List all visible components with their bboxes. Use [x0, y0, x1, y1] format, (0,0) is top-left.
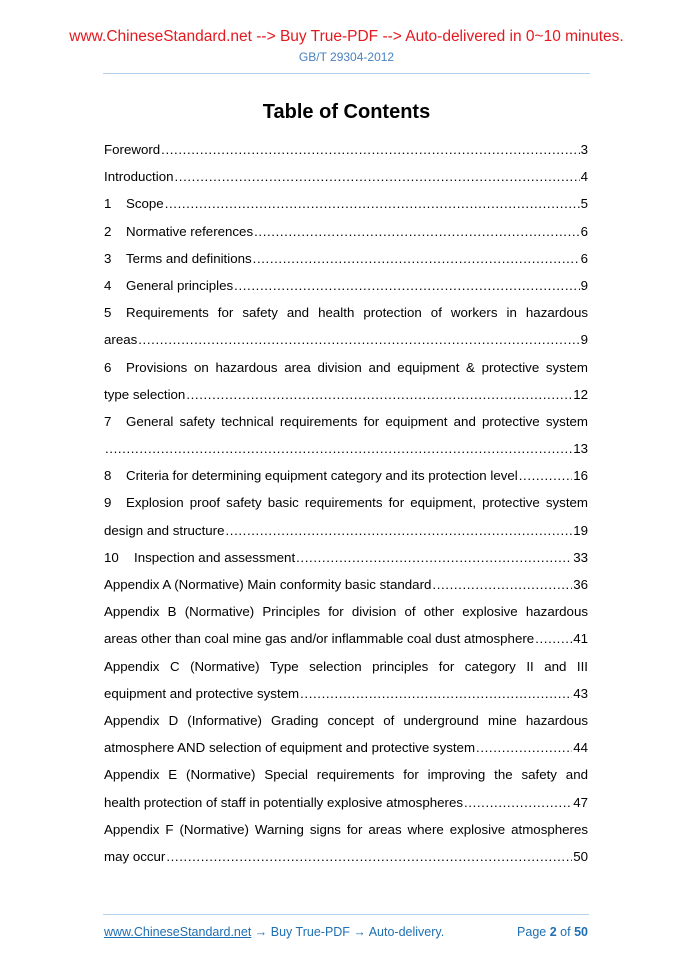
toc-entry-text: 9 Explosion proof safety basic requirements for equipment, protective system — [104, 489, 588, 516]
promo-banner[interactable]: www.ChineseStandard.net --> Buy True-PDF --> Auto-delivered in 0~10 minutes. — [69, 28, 624, 45]
toc-entry-text: 6 Provisions on hazardous area division and equipment & protective system — [104, 354, 588, 381]
toc-entry-text: Appendix D (Informative) Grading concept of underground mine hazardous — [104, 712, 588, 728]
toc-entry-line[interactable] — [104, 598, 588, 625]
toc-entry[interactable] — [104, 843, 588, 870]
toc-entry-title: atmosphere AND selection of equipment and protective system — [104, 740, 476, 756]
footer-divider — [103, 914, 589, 915]
leader-dots — [165, 190, 580, 217]
toc-entry-text: Appendix B (Normative) Principles for division of other explosive hazardous — [104, 604, 588, 620]
toc-page-number: 9 — [580, 277, 588, 293]
toc-entry-title: 8 Criteria for determining equipment category and its protection level — [104, 462, 518, 489]
toc-entry-title: 3 Terms and definitions — [104, 245, 252, 272]
toc-page-number: 50 — [573, 848, 588, 864]
toc-entry-title: areas other than coal mine gas and/or inflammable coal dust atmosphere — [104, 631, 535, 647]
page-indicator — [517, 925, 588, 939]
toc-page-number: 36 — [573, 577, 588, 592]
toc-entry-line[interactable] — [104, 653, 588, 680]
toc-entry-number: 9 — [104, 495, 112, 511]
toc-entry-text: 5 Requirements for safety and health protection of workers in hazardous — [104, 299, 588, 326]
toc-entry-line[interactable] — [104, 707, 588, 734]
toc-entry-text: Appendix C (Normative) Type selection principles for category II and III — [104, 658, 588, 674]
toc-page-number: 9 — [580, 332, 588, 348]
toc-entry[interactable] — [104, 462, 588, 489]
toc-page-number: 43 — [573, 685, 588, 701]
toc-page-number: 41 — [573, 631, 588, 647]
footer-link[interactable]: www.ChineseStandard.net — [104, 925, 252, 939]
toc-entry-title: Appendix A (Normative) Main conformity basic standard — [104, 577, 432, 592]
toc-entry[interactable] — [104, 163, 588, 190]
leader-dots — [186, 381, 572, 408]
toc-entry[interactable] — [104, 544, 588, 571]
toc-entry[interactable] — [104, 272, 588, 299]
toc-page-number: 12 — [573, 386, 588, 402]
toc-entry[interactable] — [104, 435, 588, 462]
toc-entry-title: 4 General principles — [104, 272, 233, 299]
toc-entry-line[interactable] — [104, 489, 588, 516]
toc-entry-number: 3 — [104, 250, 112, 266]
toc-page-number: 16 — [573, 468, 588, 484]
page-title: Table of Contents — [262, 101, 431, 123]
toc-entry[interactable] — [104, 734, 588, 761]
toc-page-number: 4 — [580, 169, 588, 185]
toc-page-number: 13 — [573, 441, 588, 457]
toc-entry[interactable] — [104, 571, 588, 598]
toc-entry[interactable] — [104, 789, 588, 816]
toc-entry[interactable] — [104, 218, 588, 245]
toc-entry-title: Foreword — [104, 142, 161, 157]
toc-entry-title: areas — [104, 332, 138, 348]
toc-entry-number: 4 — [104, 277, 112, 293]
toc-entry-text: Appendix F (Normative) Warning signs for areas where explosive atmospheres — [104, 821, 588, 837]
toc-entry-line[interactable] — [104, 354, 588, 381]
toc-entry-number: 5 — [104, 305, 112, 321]
toc-entry[interactable] — [104, 381, 588, 408]
footer — [104, 925, 588, 939]
toc-entry-title: type selection — [104, 386, 186, 402]
toc-page-number: 6 — [580, 250, 588, 266]
leader-dots — [296, 544, 572, 571]
leader-dots — [476, 734, 572, 761]
toc-entry[interactable] — [104, 190, 588, 217]
toc-page-number: 33 — [573, 549, 588, 565]
footer-promo — [104, 925, 444, 939]
toc-entry[interactable] — [104, 680, 588, 707]
toc-entry-title: may occur — [104, 848, 166, 864]
toc-page-number: 5 — [580, 196, 588, 212]
leader-dots — [432, 571, 572, 598]
toc-entry-title: health protection of staff in potentially explosive atmospheres — [104, 794, 463, 810]
toc-entry-line[interactable] — [104, 299, 588, 326]
toc-page-number: 44 — [573, 740, 588, 756]
leader-dots — [138, 326, 579, 353]
toc-entry[interactable] — [104, 517, 588, 544]
toc-entry-number: 10 — [104, 549, 119, 565]
standard-id: GB/T 29304-2012 — [298, 50, 395, 64]
toc-entry-number: 8 — [104, 468, 112, 484]
leader-dots — [234, 272, 579, 299]
leader-dots — [519, 462, 572, 489]
leader-dots — [535, 625, 572, 652]
footer-promo-tail: → Buy True-PDF → Auto-delivery. — [251, 925, 445, 939]
toc-entry-text: Appendix E (Normative) Special requirements for improving the safety and — [104, 767, 588, 783]
toc-entry-text: 7 General safety technical requirements for equipment and protective system — [104, 408, 588, 435]
toc-entry-line[interactable] — [104, 816, 588, 843]
leader-dots — [254, 218, 579, 245]
leader-dots — [166, 843, 572, 870]
toc-page-number: 47 — [573, 794, 588, 810]
leader-dots — [174, 163, 579, 190]
toc-entry-title: 10 Inspection and assessment — [104, 544, 295, 571]
toc-entry-title: Introduction — [104, 169, 174, 185]
toc-entry[interactable] — [104, 245, 588, 272]
page-label: Page — [517, 925, 547, 939]
toc-entry[interactable] — [104, 625, 588, 652]
leader-dots — [105, 435, 572, 462]
toc-entry-title: 2 Normative references — [104, 218, 253, 245]
toc-entry-number: 6 — [104, 359, 112, 375]
toc-entry-number: 2 — [104, 223, 112, 239]
table-of-contents — [104, 136, 588, 870]
toc-entry-line[interactable] — [104, 408, 588, 435]
page-of: of — [560, 925, 571, 939]
toc-entry-title: design and structure — [104, 522, 225, 538]
toc-entry-line[interactable] — [104, 761, 588, 788]
toc-entry-number: 1 — [104, 196, 112, 212]
toc-page-number: 19 — [573, 522, 588, 538]
toc-entry-title: equipment and protective system — [104, 685, 300, 701]
page-current: 2 — [549, 925, 557, 939]
header-divider — [103, 73, 590, 74]
toc-page-number: 3 — [580, 142, 588, 157]
leader-dots — [464, 789, 572, 816]
toc-page-number: 6 — [580, 223, 588, 239]
leader-dots — [161, 136, 579, 163]
toc-entry-number: 7 — [104, 413, 112, 429]
leader-dots — [300, 680, 572, 707]
toc-entry-title: 1 Scope — [104, 190, 164, 217]
toc-entry[interactable] — [104, 326, 588, 353]
leader-dots — [253, 245, 580, 272]
toc-entry[interactable] — [104, 136, 588, 163]
page-total: 50 — [574, 925, 588, 939]
leader-dots — [225, 517, 572, 544]
